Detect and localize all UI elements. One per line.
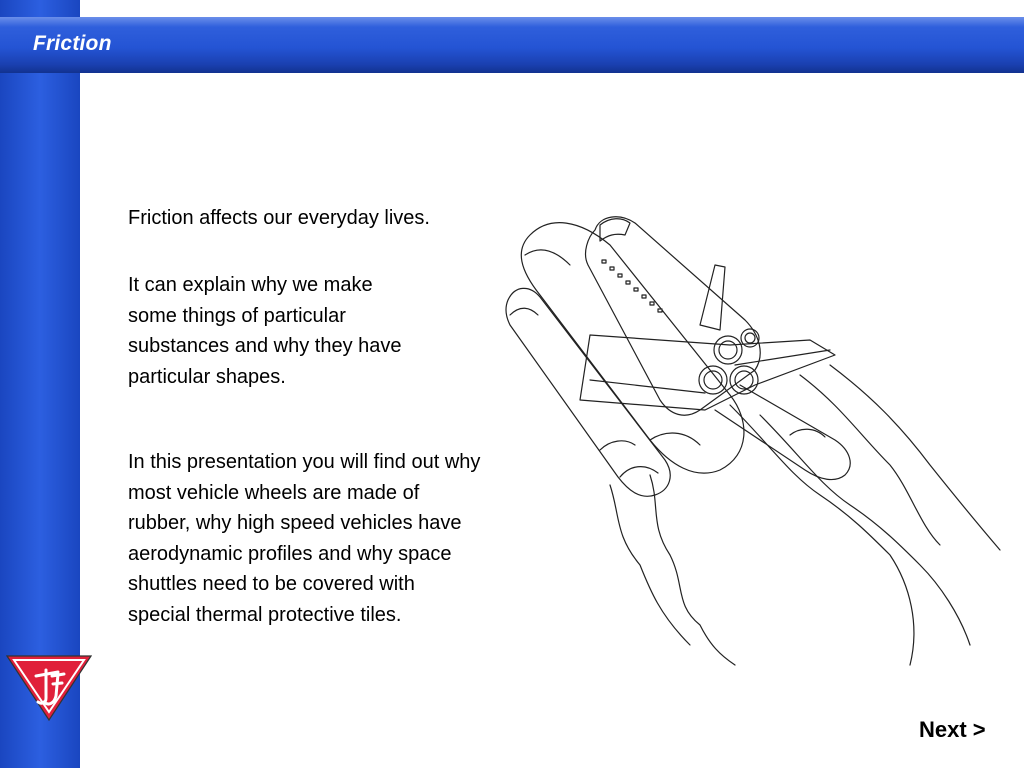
explain-line-3: substances and why they have (128, 335, 402, 357)
explain-line-4: particular shapes. (128, 365, 286, 388)
presentation-line-2: most vehicle wheels are made of (128, 481, 420, 504)
explain-line-1: It can explain why we make (128, 274, 373, 296)
tf-logo-icon (6, 652, 92, 722)
top-sidebar-block (0, 0, 80, 17)
top-margin (0, 0, 1024, 17)
presentation-line-1: In this presentation you will find out why (128, 451, 481, 473)
presentation-line-4: aerodynamic profiles and why space (128, 542, 452, 565)
presentation-line-3: rubber, why high speed vehicles have (128, 512, 462, 534)
presentation-line-5: shuttles need to be covered with (128, 573, 415, 595)
intro-paragraph (128, 203, 548, 234)
space-shuttle-illustration (500, 205, 1010, 675)
next-button[interactable]: Next > (919, 717, 986, 742)
header-bar (0, 17, 1024, 73)
presentation-line-6: special thermal protective tiles. (128, 603, 402, 626)
explain-paragraph (128, 270, 498, 392)
page-title: Friction (33, 32, 112, 55)
explain-line-2: some things of particular (128, 304, 346, 327)
intro-line-1: Friction affects our everyday lives. (128, 207, 430, 229)
